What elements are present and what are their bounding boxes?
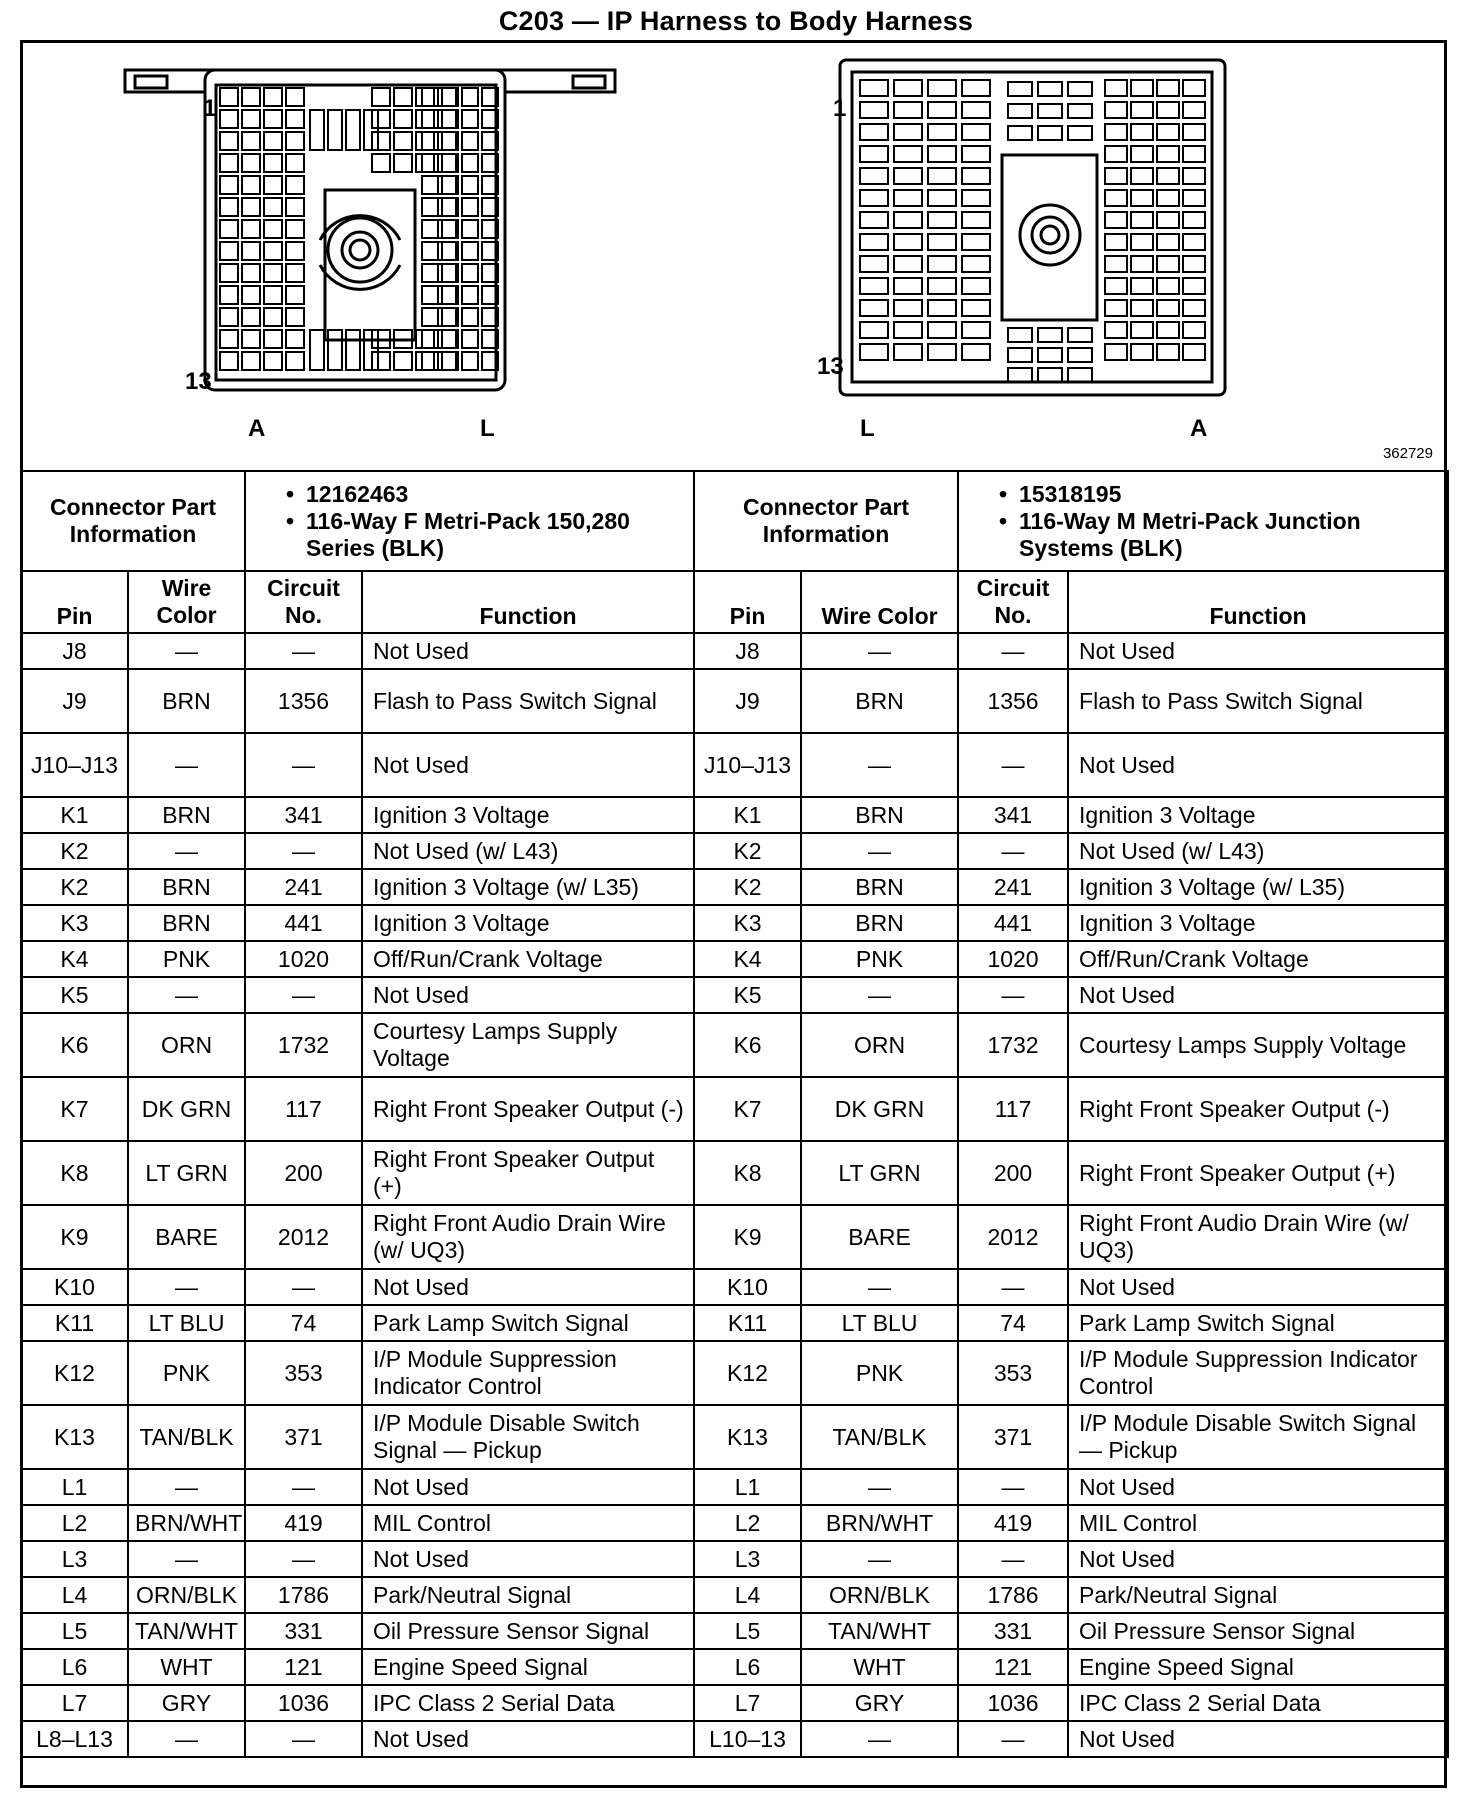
right-pin-header: Pin — [694, 571, 801, 633]
right-pin-cell: K7 — [694, 1077, 801, 1141]
right-circuit-header: Circuit No. — [958, 571, 1068, 633]
left-pin-cell: K10 — [21, 1269, 128, 1305]
table-row — [21, 633, 1448, 669]
right-function-cell: Right Front Speaker Output (-) — [1068, 1077, 1448, 1141]
right-wire-color-cell: PNK — [801, 1341, 958, 1405]
right-circuit-cell: — — [958, 733, 1068, 797]
female-row-l-label: L — [480, 415, 495, 442]
left-pin-cell: K13 — [21, 1405, 128, 1469]
right-function-cell: I/P Module Disable Switch Signal — Pickup — [1068, 1405, 1448, 1469]
left-pin-cell: L8–L13 — [21, 1721, 128, 1757]
right-wire-color-header: Wire Color — [801, 571, 958, 633]
left-wire-color-cell: — — [128, 733, 245, 797]
left-wire-color-cell: — — [128, 633, 245, 669]
left-wire-color-cell: TAN/WHT — [128, 1613, 245, 1649]
page-title: C203 — IP Harness to Body Harness — [498, 6, 974, 36]
right-wire-color-cell: PNK — [801, 941, 958, 977]
right-info-label: Connector Part Information — [694, 471, 958, 571]
left-pin-cell: K9 — [21, 1205, 128, 1269]
right-circuit-cell: 1786 — [958, 1577, 1068, 1613]
left-function-cell: Flash to Pass Switch Signal — [362, 669, 694, 733]
female-connector-face — [20, 40, 720, 470]
right-circuit-cell: 1356 — [958, 669, 1068, 733]
left-function-cell: MIL Control — [362, 1505, 694, 1541]
left-circuit-cell: 2012 — [245, 1205, 362, 1269]
right-wire-color-cell: BRN — [801, 797, 958, 833]
male-row-l-label: L — [860, 415, 875, 442]
right-wire-color-cell: BRN — [801, 869, 958, 905]
right-circuit-cell: — — [958, 977, 1068, 1013]
left-function-cell: Not Used — [362, 1541, 694, 1577]
left-function-cell: Courtesy Lamps Supply Voltage — [362, 1013, 694, 1077]
right-wire-color-cell: DK GRN — [801, 1077, 958, 1141]
right-function-cell: Not Used — [1068, 633, 1448, 669]
table-row — [21, 1077, 1448, 1141]
right-pin-cell: L3 — [694, 1541, 801, 1577]
male-row-a-label: A — [1190, 415, 1208, 442]
right-function-cell: Right Front Audio Drain Wire (w/ UQ3) — [1068, 1205, 1448, 1269]
left-part-number: • 12162463 — [286, 481, 687, 508]
left-wire-color-cell: BARE — [128, 1205, 245, 1269]
right-pin-cell: K2 — [694, 833, 801, 869]
right-function-cell: Engine Speed Signal — [1068, 1649, 1448, 1685]
male-pin-13-label: 13 — [817, 353, 844, 380]
left-circuit-cell: 241 — [245, 869, 362, 905]
right-pin-cell: K11 — [694, 1305, 801, 1341]
left-function-cell: I/P Module Suppression Indicator Control — [362, 1341, 694, 1405]
right-wire-color-cell: — — [801, 1541, 958, 1577]
left-wire-color-cell: ORN — [128, 1013, 245, 1077]
table-row — [21, 1649, 1448, 1685]
left-wire-color-cell: GRY — [128, 1685, 245, 1721]
left-function-cell: Engine Speed Signal — [362, 1649, 694, 1685]
left-function-cell: Right Front Speaker Output (+) — [362, 1141, 694, 1205]
right-pin-cell: K8 — [694, 1141, 801, 1205]
left-function-header: Function — [362, 571, 694, 633]
left-wire-color-cell: TAN/BLK — [128, 1405, 245, 1469]
left-wire-color-cell: BRN — [128, 669, 245, 733]
right-pin-cell: L2 — [694, 1505, 801, 1541]
left-pin-cell: L1 — [21, 1469, 128, 1505]
left-pin-cell: L4 — [21, 1577, 128, 1613]
right-pin-cell: K9 — [694, 1205, 801, 1269]
header-row — [21, 571, 1448, 633]
right-function-cell: Ignition 3 Voltage — [1068, 905, 1448, 941]
left-function-cell: Not Used — [362, 733, 694, 797]
right-wire-color-cell: BRN — [801, 669, 958, 733]
left-function-cell: Park Lamp Switch Signal — [362, 1305, 694, 1341]
left-pin-cell: K8 — [21, 1141, 128, 1205]
left-circuit-cell: — — [245, 1721, 362, 1757]
right-circuit-cell: 117 — [958, 1077, 1068, 1141]
left-circuit-cell: 341 — [245, 797, 362, 833]
table-row — [21, 1541, 1448, 1577]
left-pin-cell: K4 — [21, 941, 128, 977]
table-row — [21, 1013, 1448, 1077]
table-row — [21, 1269, 1448, 1305]
left-info-label: Connector Part Information — [21, 471, 245, 571]
right-info-values — [958, 471, 1448, 571]
right-function-cell: Flash to Pass Switch Signal — [1068, 669, 1448, 733]
left-circuit-cell: — — [245, 733, 362, 797]
left-wire-color-cell: BRN — [128, 797, 245, 833]
left-function-cell: Not Used — [362, 1721, 694, 1757]
right-wire-color-cell: — — [801, 833, 958, 869]
left-wire-color-cell: DK GRN — [128, 1077, 245, 1141]
right-pin-cell: L1 — [694, 1469, 801, 1505]
right-pin-cell: K13 — [694, 1405, 801, 1469]
left-circuit-cell: — — [245, 633, 362, 669]
table-row — [21, 1305, 1448, 1341]
left-pin-cell: L6 — [21, 1649, 128, 1685]
right-function-cell: Ignition 3 Voltage (w/ L35) — [1068, 869, 1448, 905]
female-pin-1-label: 1 — [203, 95, 217, 122]
left-wire-color-header: Wire Color — [128, 571, 245, 633]
right-pin-cell: J8 — [694, 633, 801, 669]
right-function-cell: I/P Module Suppression Indicator Control — [1068, 1341, 1448, 1405]
left-wire-color-cell: — — [128, 1269, 245, 1305]
left-pin-cell: J9 — [21, 669, 128, 733]
left-info-values — [245, 471, 694, 571]
right-pin-cell: L6 — [694, 1649, 801, 1685]
left-wire-color-cell: — — [128, 1469, 245, 1505]
right-circuit-cell: — — [958, 1469, 1068, 1505]
left-circuit-header: Circuit No. — [245, 571, 362, 633]
left-pin-cell: J8 — [21, 633, 128, 669]
left-pin-cell: K5 — [21, 977, 128, 1013]
right-pin-cell: J9 — [694, 669, 801, 733]
left-function-cell: Not Used (w/ L43) — [362, 833, 694, 869]
table-row — [21, 1613, 1448, 1649]
right-function-cell: Not Used (w/ L43) — [1068, 833, 1448, 869]
left-circuit-cell: 353 — [245, 1341, 362, 1405]
right-wire-color-cell: BRN/WHT — [801, 1505, 958, 1541]
left-wire-color-cell: BRN — [128, 869, 245, 905]
table-row — [21, 1341, 1448, 1405]
right-circuit-cell: 341 — [958, 797, 1068, 833]
right-wire-color-cell: ORN — [801, 1013, 958, 1077]
female-row-a-label: A — [248, 415, 266, 442]
right-wire-color-cell: — — [801, 1469, 958, 1505]
left-pin-cell: K12 — [21, 1341, 128, 1405]
right-wire-color-cell: WHT — [801, 1649, 958, 1685]
right-wire-color-cell: TAN/BLK — [801, 1405, 958, 1469]
left-function-cell: Not Used — [362, 1469, 694, 1505]
right-circuit-cell: 441 — [958, 905, 1068, 941]
left-circuit-cell: — — [245, 1269, 362, 1305]
right-circuit-cell: 2012 — [958, 1205, 1068, 1269]
table-row — [21, 1577, 1448, 1613]
right-pin-cell: L10–13 — [694, 1721, 801, 1757]
table-row — [21, 733, 1448, 797]
left-pin-cell: L7 — [21, 1685, 128, 1721]
right-wire-color-cell: BARE — [801, 1205, 958, 1269]
table-row — [21, 1685, 1448, 1721]
table-row — [21, 1469, 1448, 1505]
right-wire-color-cell: TAN/WHT — [801, 1613, 958, 1649]
male-pin-1-label: 1 — [833, 95, 847, 122]
left-circuit-cell: 331 — [245, 1613, 362, 1649]
right-function-cell: Not Used — [1068, 1541, 1448, 1577]
left-circuit-cell: — — [245, 1469, 362, 1505]
right-wire-color-cell: GRY — [801, 1685, 958, 1721]
right-circuit-cell: 331 — [958, 1613, 1068, 1649]
left-wire-color-cell: — — [128, 1541, 245, 1577]
left-function-cell: Right Front Audio Drain Wire (w/ UQ3) — [362, 1205, 694, 1269]
left-pin-cell: K2 — [21, 869, 128, 905]
right-function-cell: Not Used — [1068, 1469, 1448, 1505]
right-function-cell: Courtesy Lamps Supply Voltage — [1068, 1013, 1448, 1077]
left-function-cell: Not Used — [362, 633, 694, 669]
right-wire-color-cell: — — [801, 1269, 958, 1305]
connector-diagram-area — [20, 40, 1447, 470]
pinout-rows — [21, 633, 1448, 1757]
right-function-cell: Oil Pressure Sensor Signal — [1068, 1613, 1448, 1649]
left-pin-cell: K7 — [21, 1077, 128, 1141]
left-circuit-cell: 117 — [245, 1077, 362, 1141]
left-pin-cell: K6 — [21, 1013, 128, 1077]
table-row — [21, 797, 1448, 833]
right-function-cell: Ignition 3 Voltage — [1068, 797, 1448, 833]
right-pin-cell: K4 — [694, 941, 801, 977]
left-circuit-cell: 419 — [245, 1505, 362, 1541]
left-circuit-cell: 1732 — [245, 1013, 362, 1077]
left-circuit-cell: — — [245, 1541, 362, 1577]
right-wire-color-cell: — — [801, 1721, 958, 1757]
right-function-cell: Not Used — [1068, 1721, 1448, 1757]
right-wire-color-cell: LT BLU — [801, 1305, 958, 1341]
left-pin-cell: L2 — [21, 1505, 128, 1541]
left-function-cell: Ignition 3 Voltage — [362, 905, 694, 941]
table-row — [21, 905, 1448, 941]
table-row — [21, 869, 1448, 905]
left-wire-color-cell: PNK — [128, 941, 245, 977]
table-row — [21, 1721, 1448, 1757]
pinout-table — [20, 470, 1449, 1758]
table-row — [21, 669, 1448, 733]
right-pin-cell: K3 — [694, 905, 801, 941]
left-circuit-cell: — — [245, 833, 362, 869]
right-wire-color-cell: ORN/BLK — [801, 1577, 958, 1613]
left-function-cell: Ignition 3 Voltage — [362, 797, 694, 833]
left-function-cell: Off/Run/Crank Voltage — [362, 941, 694, 977]
right-circuit-cell: 74 — [958, 1305, 1068, 1341]
right-pin-cell: K6 — [694, 1013, 801, 1077]
left-wire-color-cell: BRN — [128, 905, 245, 941]
left-circuit-cell: 1036 — [245, 1685, 362, 1721]
right-circuit-cell: 1036 — [958, 1685, 1068, 1721]
left-wire-color-cell: ORN/BLK — [128, 1577, 245, 1613]
left-wire-color-cell: — — [128, 1721, 245, 1757]
left-pin-cell: L3 — [21, 1541, 128, 1577]
right-wire-color-cell: — — [801, 633, 958, 669]
left-pin-cell: K11 — [21, 1305, 128, 1341]
table-row — [21, 977, 1448, 1013]
right-function-cell: Not Used — [1068, 977, 1448, 1013]
right-pin-cell: K1 — [694, 797, 801, 833]
table-row — [21, 1205, 1448, 1269]
right-circuit-cell: — — [958, 1269, 1068, 1305]
left-circuit-cell: 441 — [245, 905, 362, 941]
right-pin-cell: K2 — [694, 869, 801, 905]
female-pin-13-label: 13 — [185, 368, 212, 395]
right-wire-color-cell: LT GRN — [801, 1141, 958, 1205]
right-circuit-cell: — — [958, 1541, 1068, 1577]
left-circuit-cell: 200 — [245, 1141, 362, 1205]
right-function-cell: Right Front Speaker Output (+) — [1068, 1141, 1448, 1205]
left-part-description: • 116-Way F Metri-Pack 150,280 Series (BLK) — [286, 508, 687, 562]
table-row — [21, 1505, 1448, 1541]
right-pin-cell: K10 — [694, 1269, 801, 1305]
right-pin-cell: K5 — [694, 977, 801, 1013]
table-row — [21, 941, 1448, 977]
left-pin-cell: K1 — [21, 797, 128, 833]
left-function-cell: Oil Pressure Sensor Signal — [362, 1613, 694, 1649]
right-wire-color-cell: BRN — [801, 905, 958, 941]
left-pin-cell: K3 — [21, 905, 128, 941]
right-function-header: Function — [1068, 571, 1448, 633]
left-pin-cell: K2 — [21, 833, 128, 869]
right-function-cell: MIL Control — [1068, 1505, 1448, 1541]
left-function-cell: Not Used — [362, 977, 694, 1013]
left-wire-color-cell: LT GRN — [128, 1141, 245, 1205]
left-function-cell: Park/Neutral Signal — [362, 1577, 694, 1613]
left-circuit-cell: 121 — [245, 1649, 362, 1685]
left-circuit-cell: 1786 — [245, 1577, 362, 1613]
right-part-description: • 116-Way M Metri-Pack Junction Systems (BLK) — [999, 508, 1441, 562]
left-function-cell: Right Front Speaker Output (-) — [362, 1077, 694, 1141]
left-wire-color-cell: — — [128, 977, 245, 1013]
right-wire-color-cell: — — [801, 977, 958, 1013]
left-circuit-cell: 1356 — [245, 669, 362, 733]
right-circuit-cell: — — [958, 1721, 1068, 1757]
right-pin-cell: L5 — [694, 1613, 801, 1649]
right-wire-color-cell: — — [801, 733, 958, 797]
left-wire-color-cell: BRN/WHT — [128, 1505, 245, 1541]
table-row — [21, 833, 1448, 869]
left-circuit-cell: — — [245, 977, 362, 1013]
right-circuit-cell: — — [958, 833, 1068, 869]
left-circuit-cell: 74 — [245, 1305, 362, 1341]
left-function-cell: Ignition 3 Voltage (w/ L35) — [362, 869, 694, 905]
right-circuit-cell: 200 — [958, 1141, 1068, 1205]
right-circuit-cell: 1020 — [958, 941, 1068, 977]
right-pin-cell: L7 — [694, 1685, 801, 1721]
table-row — [21, 1405, 1448, 1469]
right-function-cell: Not Used — [1068, 733, 1448, 797]
left-circuit-cell: 371 — [245, 1405, 362, 1469]
left-function-cell: I/P Module Disable Switch Signal — Pickup — [362, 1405, 694, 1469]
right-function-cell: Not Used — [1068, 1269, 1448, 1305]
left-function-cell: IPC Class 2 Serial Data — [362, 1685, 694, 1721]
left-function-cell: Not Used — [362, 1269, 694, 1305]
right-part-number: • 15318195 — [999, 481, 1441, 508]
right-pin-cell: J10–J13 — [694, 733, 801, 797]
right-circuit-cell: 371 — [958, 1405, 1068, 1469]
right-pin-cell: L4 — [694, 1577, 801, 1613]
right-function-cell: Park Lamp Switch Signal — [1068, 1305, 1448, 1341]
connector-info-row — [21, 471, 1448, 571]
table-row — [21, 1141, 1448, 1205]
figure-number: 362729 — [1382, 445, 1433, 462]
right-circuit-cell: 241 — [958, 869, 1068, 905]
right-circuit-cell: 1732 — [958, 1013, 1068, 1077]
right-function-cell: Off/Run/Crank Voltage — [1068, 941, 1448, 977]
right-circuit-cell: 121 — [958, 1649, 1068, 1685]
left-circuit-cell: 1020 — [245, 941, 362, 977]
right-function-cell: IPC Class 2 Serial Data — [1068, 1685, 1448, 1721]
right-circuit-cell: 353 — [958, 1341, 1068, 1405]
right-function-cell: Park/Neutral Signal — [1068, 1577, 1448, 1613]
left-wire-color-cell: WHT — [128, 1649, 245, 1685]
left-wire-color-cell: PNK — [128, 1341, 245, 1405]
left-wire-color-cell: — — [128, 833, 245, 869]
left-pin-cell: L5 — [21, 1613, 128, 1649]
right-circuit-cell: — — [958, 633, 1068, 669]
left-pin-cell: J10–J13 — [21, 733, 128, 797]
left-pin-header: Pin — [21, 571, 128, 633]
left-wire-color-cell: LT BLU — [128, 1305, 245, 1341]
right-pin-cell: K12 — [694, 1341, 801, 1405]
right-circuit-cell: 419 — [958, 1505, 1068, 1541]
